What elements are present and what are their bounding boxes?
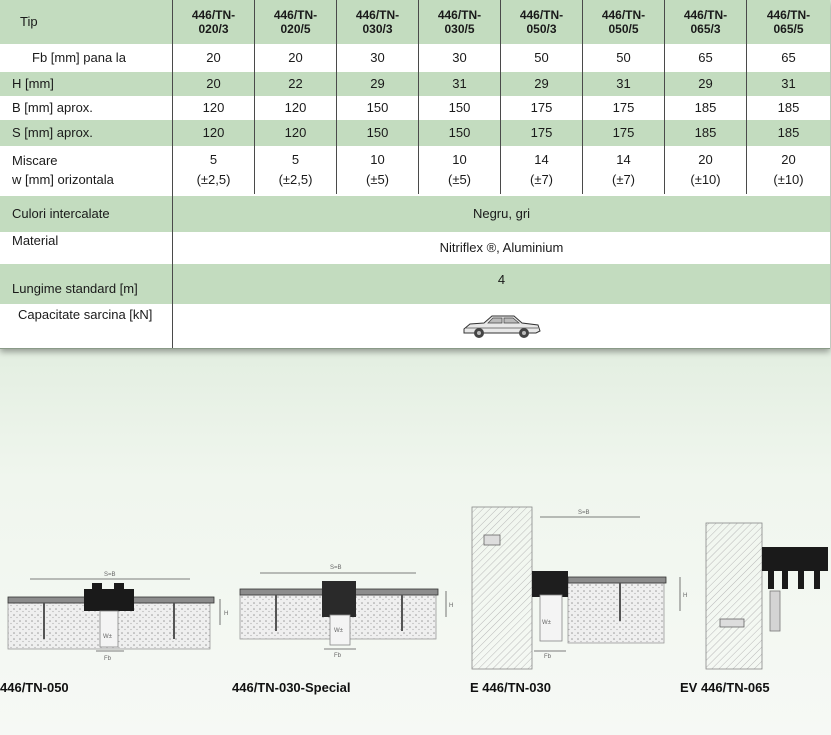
row-label: Lungime standard [m] bbox=[12, 281, 138, 296]
row-label: B [mm] aprox. bbox=[12, 100, 93, 115]
model-header: 446/TN- 050/3 bbox=[519, 8, 564, 36]
drawing-e-446-tn-030 bbox=[472, 507, 687, 669]
model-header: 446/TN- 065/3 bbox=[683, 8, 728, 36]
table-cell: 120 bbox=[284, 100, 307, 115]
svg-text:H: H bbox=[224, 611, 229, 617]
caption-e-446-tn-030: E 446/TN-030 bbox=[470, 680, 551, 695]
table-row bbox=[0, 264, 830, 304]
svg-text:W±: W± bbox=[334, 628, 343, 634]
svg-text:Fb: Fb bbox=[334, 653, 342, 659]
svg-text:S=B: S=B bbox=[578, 510, 590, 516]
row-label: H [mm] bbox=[12, 76, 54, 91]
table-cell: 10 (±5) bbox=[365, 152, 390, 187]
row-label: Capacitate sarcina [kN] bbox=[18, 307, 153, 322]
table-row bbox=[0, 96, 830, 120]
svg-text:W±: W± bbox=[103, 634, 112, 640]
table-row bbox=[0, 44, 830, 72]
table-row bbox=[0, 120, 830, 146]
table-cell: 20 bbox=[206, 76, 221, 91]
table-cell: 175 bbox=[612, 100, 635, 115]
row-label: S [mm] aprox. bbox=[12, 125, 93, 140]
table-cell: 20 bbox=[288, 50, 303, 65]
table-cell: 29 bbox=[534, 76, 549, 91]
table-cell: 150 bbox=[366, 100, 389, 115]
row-label: Miscare w [mm] orizontala bbox=[12, 153, 114, 187]
table-cell: 175 bbox=[530, 125, 553, 140]
model-header: 446/TN- 020/3 bbox=[191, 8, 236, 36]
table-cell: 150 bbox=[448, 125, 471, 140]
row-label: Culori intercalate bbox=[12, 206, 110, 221]
table-cell: 185 bbox=[777, 100, 800, 115]
table-cell: 31 bbox=[781, 76, 796, 91]
table-cell: 30 bbox=[452, 50, 467, 65]
svg-text:Fb: Fb bbox=[544, 654, 552, 660]
spec-table bbox=[0, 0, 830, 349]
table-row bbox=[0, 146, 830, 194]
table-row bbox=[0, 304, 830, 348]
model-header: 446/TN- 030/3 bbox=[355, 8, 400, 36]
table-cell: 175 bbox=[612, 125, 635, 140]
table-cell: 10 (±5) bbox=[447, 152, 472, 187]
table-row bbox=[0, 196, 830, 232]
table-cell: 185 bbox=[694, 100, 717, 115]
caption-ev-446-tn-065: EV 446/TN-065 bbox=[680, 680, 770, 695]
table-row bbox=[0, 72, 830, 96]
table-cell: 175 bbox=[530, 100, 553, 115]
table-cell: 14 (±7) bbox=[611, 152, 636, 187]
table-cell: 5 (±2,5) bbox=[196, 152, 231, 187]
svg-text:H: H bbox=[683, 593, 688, 599]
table-cell: Nitriflex ®, Aluminium bbox=[439, 240, 564, 255]
table-cell: 185 bbox=[777, 125, 800, 140]
model-header: 446/TN- 065/5 bbox=[766, 8, 811, 36]
table-row bbox=[0, 232, 830, 264]
table-cell: 120 bbox=[284, 125, 307, 140]
table-cell: 4 bbox=[497, 272, 506, 287]
svg-text:Fb: Fb bbox=[104, 656, 112, 662]
model-header: 446/TN- 020/5 bbox=[273, 8, 318, 36]
table-cell: 20 (±10) bbox=[773, 152, 804, 187]
table-cell: 150 bbox=[366, 125, 389, 140]
section-drawings bbox=[0, 355, 831, 735]
table-cell: 150 bbox=[448, 100, 471, 115]
table-cell: 31 bbox=[616, 76, 631, 91]
table-cell: 22 bbox=[288, 76, 303, 91]
table-cell: 14 (±7) bbox=[529, 152, 554, 187]
table-cell: 20 (±10) bbox=[690, 152, 721, 187]
table-cell: 65 bbox=[781, 50, 796, 65]
table-cell: 29 bbox=[698, 76, 713, 91]
table-cell: 50 bbox=[534, 50, 549, 65]
table-cell: 120 bbox=[202, 125, 225, 140]
table-header-row bbox=[0, 0, 830, 44]
table-cell: 30 bbox=[370, 50, 385, 65]
drawing-446-tn-050 bbox=[8, 572, 228, 662]
svg-text:H: H bbox=[449, 603, 454, 609]
table-cell: 120 bbox=[202, 100, 225, 115]
table-cell: 31 bbox=[452, 76, 467, 91]
svg-text:S=B: S=B bbox=[104, 572, 116, 578]
svg-text:W±: W± bbox=[542, 620, 551, 626]
caption-446-tn-030-special: 446/TN-030-Special bbox=[232, 680, 351, 695]
row-label: Material bbox=[12, 233, 59, 248]
tip-label: Tip bbox=[20, 14, 38, 29]
table-cell: 20 bbox=[206, 50, 221, 65]
caption-446-tn-050: 446/TN-050 bbox=[0, 680, 69, 695]
table-cell: 185 bbox=[694, 125, 717, 140]
model-header: 446/TN- 030/5 bbox=[437, 8, 482, 36]
model-header: 446/TN- 050/5 bbox=[601, 8, 646, 36]
table-cell: Negru, gri bbox=[472, 206, 531, 221]
svg-text:S=B: S=B bbox=[330, 565, 342, 571]
table-cell: 29 bbox=[370, 76, 385, 91]
car-icon bbox=[173, 304, 830, 348]
table-cell: 5 (±2,5) bbox=[278, 152, 313, 187]
table-cell: 65 bbox=[698, 50, 713, 65]
table-cell: 50 bbox=[616, 50, 631, 65]
drawing-ev-446-tn-065 bbox=[706, 523, 828, 669]
drawing-446-tn-030-special bbox=[240, 565, 453, 659]
row-label: Fb [mm] pana la bbox=[32, 50, 126, 65]
